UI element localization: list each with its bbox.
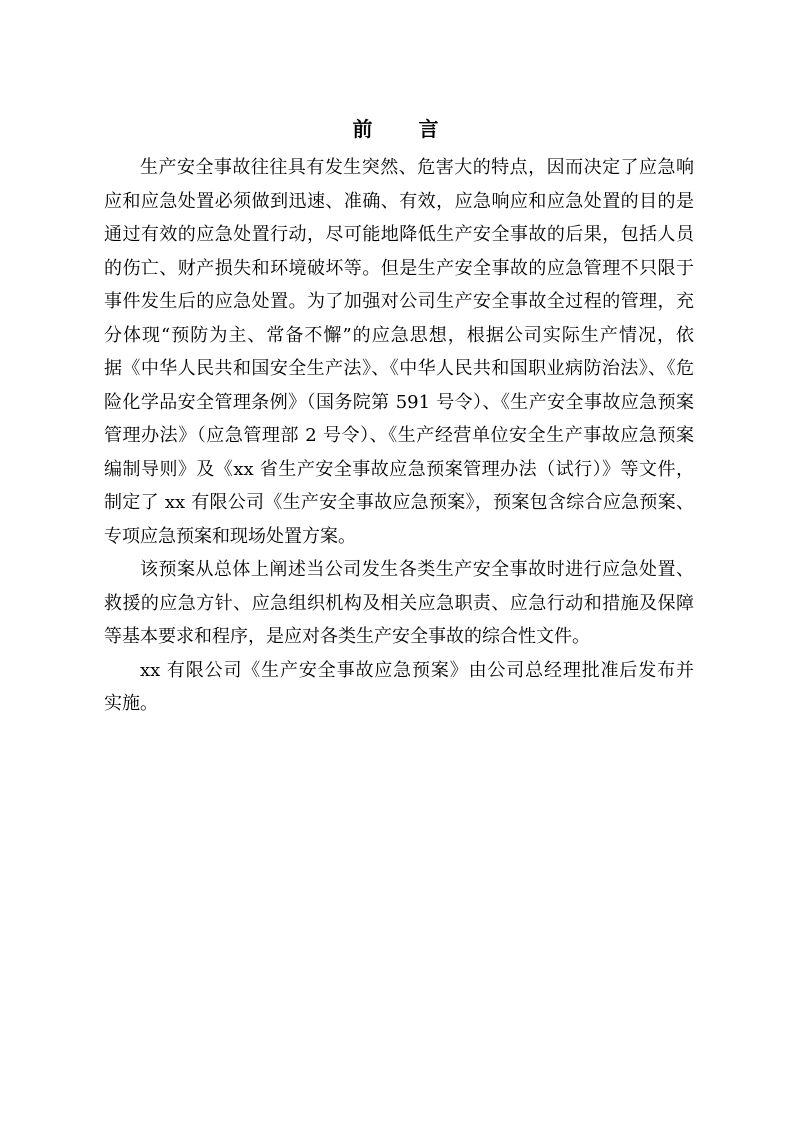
text-line: 编制导则》及《xx 省生产安全事故应急预案管理办法（试行）》等文件， xyxy=(104,458,694,480)
paragraph-2 xyxy=(104,553,694,654)
text-line: 险化学品安全管理条例》（国务院第 591 号令）、《生产安全事故应急预案 xyxy=(104,391,694,413)
document-body xyxy=(104,151,694,721)
text-line: xx 有限公司《生产安全事故应急预案》由公司总经理批准后发布并 xyxy=(140,659,694,681)
text-line: 应和应急处置必须做到迅速、准确、有效，应急响应和应急处置的目的是 xyxy=(104,190,694,212)
text-line: 分体现“预防为主、常备不懈”的应急思想，根据公司实际生产情况，依 xyxy=(104,324,694,346)
text-line: 据《中华人民共和国安全生产法》、《中华人民共和国职业病防治法》、《危 xyxy=(104,358,694,379)
text-line: 等基本要求和程序，是应对各类生产安全事故的综合性文件。 xyxy=(104,626,590,647)
text-line: 制定了 xx 有限公司《生产安全事故应急预案》，预案包含综合应急预案、 xyxy=(104,492,694,513)
page-title: 前 言 xyxy=(352,117,441,141)
text-line: 专项应急预案和现场处置方案。 xyxy=(104,525,356,547)
paragraph-1 xyxy=(104,151,694,553)
text-line: 该预案从总体上阐述当公司发生各类生产安全事故时进行应急处置、 xyxy=(140,559,694,580)
text-line: 通过有效的应急处置行动，尽可能地降低生产安全事故的后果，包括人员 xyxy=(104,224,694,245)
paragraph-3 xyxy=(104,654,694,721)
text-line: 实施。 xyxy=(104,693,158,714)
text-line: 事件发生后的应急处置。为了加强对公司生产安全事故全过程的管理，充 xyxy=(104,291,694,312)
text-line: 的伤亡、财产损失和环境破坏等。但是生产安全事故的应急管理不只限于 xyxy=(104,257,694,279)
text-line: 生产安全事故往往具有发生突然、危害大的特点，因而决定了应急响 xyxy=(140,157,694,178)
text-line: 管理办法》（应急管理部 2 号令）、《生产经营单位安全生产事故应急预案 xyxy=(104,425,694,446)
text-line: 救援的应急方针、应急组织机构及相关应急职责、应急行动和措施及保障 xyxy=(104,592,694,614)
